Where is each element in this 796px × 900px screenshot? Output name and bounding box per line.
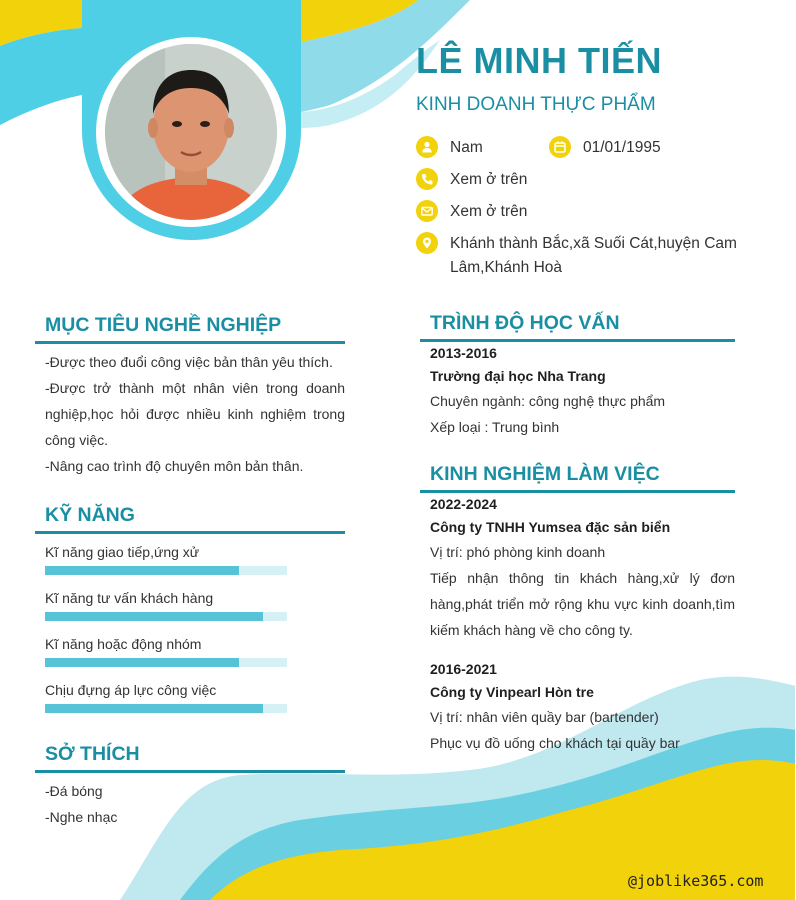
job-period-1: 2022-2024 — [430, 496, 497, 512]
job-title: KINH DOANH THỰC PHẨM — [416, 94, 656, 115]
job-position-2: Vị trí: nhân viên quầy bar (bartender) — [430, 709, 659, 725]
hobby-item-2: -Nghe nhạc — [45, 809, 118, 825]
hobby-item-1: -Đá bóng — [45, 783, 103, 799]
experience-title: KINH NGHIỆM LÀM VIỆC — [420, 463, 735, 493]
hobbies-list — [45, 778, 345, 830]
experience-entry-1 — [430, 493, 735, 643]
skill-fill-2 — [45, 612, 263, 621]
skill-label-3: Kĩ năng hoặc động nhóm — [45, 636, 202, 652]
calendar-icon — [549, 136, 571, 158]
site-watermark: @joblike365.com — [628, 872, 764, 890]
skill-bar-3 — [45, 658, 287, 667]
user-icon — [416, 136, 438, 158]
address-value: Khánh thành Bắc,xã Suối Cát,huyện Cam Lâm,Khánh Hoà — [450, 235, 737, 276]
skill-bar-4 — [45, 704, 287, 713]
skill-label-4: Chịu đựng áp lực công việc — [45, 682, 217, 698]
education-major: Chuyên ngành: công nghệ thực phẩm — [430, 393, 666, 409]
skill-fill-3 — [45, 658, 239, 667]
candidate-name: LÊ MINH TIẾN — [416, 40, 662, 81]
education-rank: Xếp loại : Trung bình — [430, 419, 560, 435]
objective-text — [45, 349, 345, 479]
objective-line-2: -Được trở thành một nhân viên trong doanh nghiệp,học hỏi được nhiều kinh nghiệm trong công việc. — [45, 380, 345, 448]
location-pin-icon — [416, 232, 438, 254]
job-description-1: Tiếp nhận thông tin khách hàng,xử lý đơn hàng,phát triển mở rộng khu vực kinh doanh,tìm kiếm khách hàng về cho công ty. — [430, 570, 735, 638]
objective-line-3: -Nâng cao trình độ chuyên môn bản thân. — [45, 458, 304, 474]
portrait-image — [105, 44, 277, 220]
job-position-1: Vị trí: phó phòng kinh doanh — [430, 544, 606, 560]
phone-icon — [416, 168, 438, 190]
phone-row — [416, 168, 527, 192]
skill-fill-1 — [45, 566, 239, 575]
education-entry — [430, 342, 735, 440]
birthday-row — [549, 136, 661, 160]
job-description-2: Phục vụ đồ uống cho khách tại quầy bar — [430, 735, 680, 751]
job-company-1: Công ty TNHH Yumsea đặc sản biển — [430, 519, 671, 535]
job-period-2: 2016-2021 — [430, 661, 497, 677]
email-row — [416, 200, 527, 224]
phone-value: Xem ở trên — [450, 171, 528, 188]
objective-line-1: -Được theo đuổi công việc bản thân yêu thích. — [45, 354, 333, 370]
address-row — [416, 232, 746, 280]
education-title: TRÌNH ĐỘ HỌC VẤN — [420, 312, 735, 342]
skill-bar-2 — [45, 612, 287, 621]
experience-entry-2 — [430, 658, 735, 756]
email-value: Xem ở trên — [450, 203, 528, 220]
profile-photo — [105, 44, 277, 220]
education-period: 2013-2016 — [430, 345, 497, 361]
gender-value: Nam — [450, 139, 483, 156]
skill-label-1: Kĩ năng giao tiếp,ứng xử — [45, 544, 200, 560]
job-company-2: Công ty Vinpearl Hòn tre — [430, 684, 594, 700]
skill-bar-1 — [45, 566, 287, 575]
skill-fill-4 — [45, 704, 263, 713]
gender-row — [416, 136, 483, 160]
objective-title: MỤC TIÊU NGHỀ NGHIỆP — [35, 314, 345, 344]
skills-title: KỸ NĂNG — [35, 504, 345, 534]
mail-icon — [416, 200, 438, 222]
skill-label-2: Kĩ năng tư vấn khách hàng — [45, 590, 214, 606]
hobbies-title: SỞ THÍCH — [35, 743, 345, 773]
birthday-value: 01/01/1995 — [583, 139, 661, 156]
education-school: Trường đại học Nha Trang — [430, 368, 606, 384]
